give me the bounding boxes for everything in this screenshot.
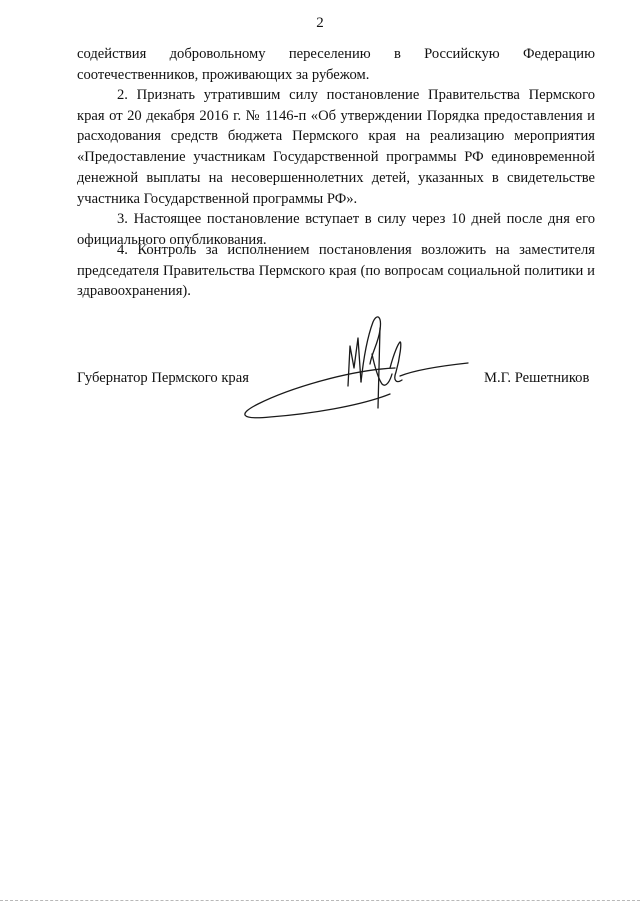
page-number: 2 bbox=[316, 15, 324, 31]
signatory-position-title: Губернатор Пермского края bbox=[77, 370, 249, 386]
handwritten-signature bbox=[230, 308, 480, 423]
paragraph-continuation-line-1: содействия добровольному переселению в Российскую Федерацию bbox=[77, 46, 595, 62]
paragraph-continuation bbox=[77, 44, 595, 85]
paragraph-2: 2. Признать утратившим силу постановление Правительства Пермского края от 20 декабря 2016 г. № 1146-п «Об утверждении Порядка предоставления и расходования средств бюджета Пермского края на реализацию мероприятия «Предоставление участникам Государственной программы РФ единовременной денежной выплаты на несовершеннолетних детей, указанных в свидетельстве участника Государственной программы РФ». bbox=[77, 87, 595, 207]
paragraph-4: 4. Контроль за исполнением постановления возложить на заместителя председателя Правительства Пермского края (по вопросам социальной политики и здравоохранения). bbox=[77, 242, 595, 300]
paragraph-3: 3. Настоящее постановление вступает в силу через 10 дней после дня его официального опубликования. bbox=[77, 211, 595, 248]
paragraph-continuation-line-2: соотечественников, проживающих за рубежом. bbox=[77, 66, 370, 83]
bottom-scan-edge bbox=[0, 900, 640, 902]
signatory-name: М.Г. Решетников bbox=[484, 370, 590, 386]
